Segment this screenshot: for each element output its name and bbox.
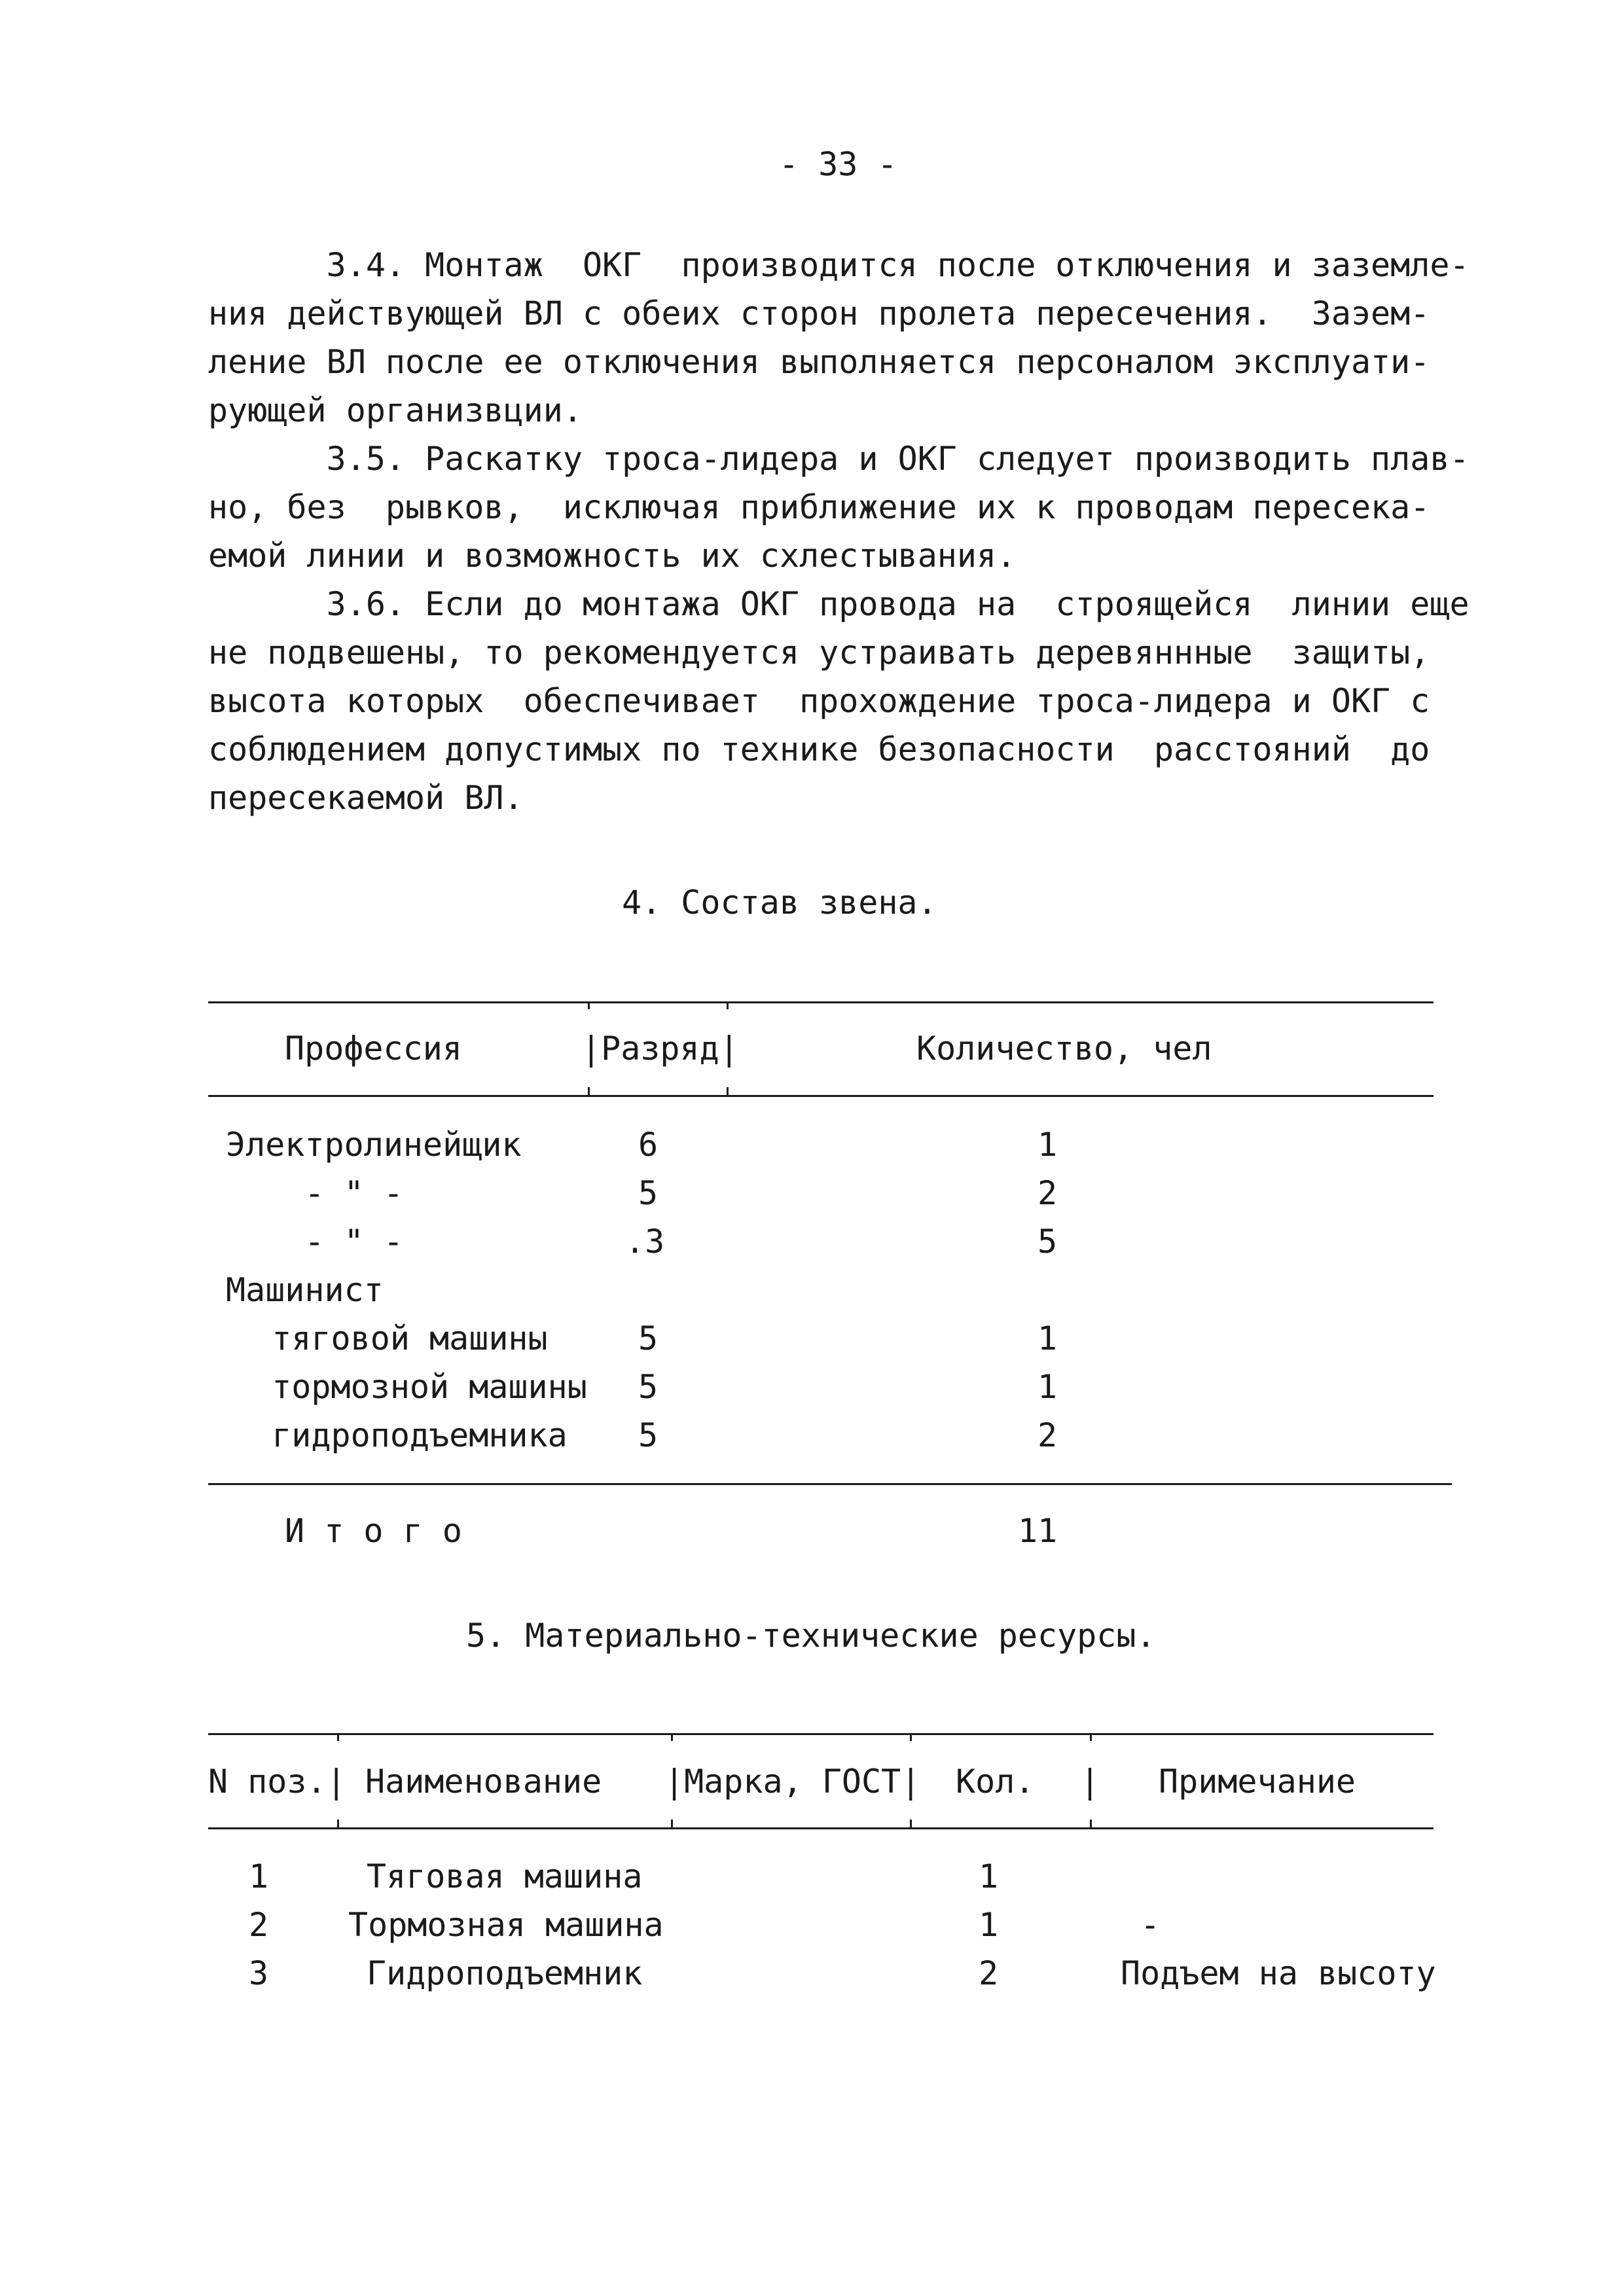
table-cell: - " - (226, 1174, 403, 1212)
text-line: не подвешены, то рекомендуется устраивать деревяннные защиты, (208, 634, 1430, 672)
column-header: Кол. (956, 1763, 1035, 1801)
table-tick (910, 1820, 912, 1827)
column-header: Примечание (1159, 1763, 1356, 1801)
table-tick (337, 1733, 339, 1741)
text-line: рующей организвции. (208, 391, 583, 429)
table-tick (727, 1001, 729, 1009)
text-line: соблюдением допустимых по технике безопасности расстояний до (208, 730, 1430, 768)
text-line: но, без рывков, исключая приближение их к проводам пересека- (208, 488, 1430, 526)
text-line: ление ВЛ после ее отключения выполняется персоналом эксплуати- (208, 343, 1430, 381)
table-cell: 6 (638, 1126, 659, 1164)
total-label: И т о г о (285, 1512, 462, 1550)
table-cell: Тяговая машина (367, 1857, 643, 1895)
text-line: 3.5. Раскатку троса-лидера и ОКГ следует производить плав- (208, 440, 1470, 478)
table-cell: Машинист (226, 1271, 384, 1309)
table-rule (208, 1095, 1434, 1097)
table-cell: 1 (1038, 1126, 1058, 1164)
table-cell: 5 (638, 1368, 659, 1406)
table-cell: Электролинейщик (226, 1126, 522, 1164)
table-cell: Подъем на высоту (1121, 1954, 1436, 1992)
table-rule (208, 1827, 1434, 1829)
table-rule (208, 1483, 1452, 1485)
page-number: - 33 - (779, 145, 897, 183)
column-header: Количество, чел (916, 1030, 1212, 1067)
table-tick (910, 1733, 912, 1741)
table-tick (727, 1087, 729, 1095)
table-cell: 5 (638, 1319, 659, 1357)
table-tick (671, 1820, 673, 1827)
table-rule (208, 1001, 1434, 1003)
table-tick (1090, 1820, 1092, 1827)
table-cell: 3 (249, 1954, 269, 1992)
table-tick (671, 1733, 673, 1741)
table-cell: 1 (1038, 1368, 1058, 1406)
section-title: 4. Состав звена. (622, 884, 937, 922)
table-cell: 1 (249, 1857, 269, 1895)
table-cell: 5 (638, 1416, 659, 1454)
table-tick (337, 1820, 339, 1827)
table-cell: тормозной машины (232, 1368, 587, 1406)
table-cell: 2 (1038, 1416, 1058, 1454)
table-tick (1090, 1733, 1092, 1741)
table-cell: 1 (1038, 1319, 1058, 1357)
table-tick (588, 1087, 590, 1095)
total-value: 11 (1018, 1512, 1058, 1550)
table-cell: 1 (979, 1857, 999, 1895)
text-line: пересекаемой ВЛ. (208, 779, 524, 817)
table-cell: 2 (979, 1954, 999, 1992)
text-line: высота которых обеспечивает прохождение троса-лидера и ОКГ с (208, 682, 1430, 720)
table-cell: гидроподъемника (232, 1416, 568, 1454)
table-cell: 5 (1038, 1223, 1058, 1261)
table-cell: - (1140, 1906, 1161, 1944)
table-cell: .3 (625, 1223, 665, 1261)
table-cell: 2 (1038, 1174, 1058, 1212)
table-rule (208, 1733, 1434, 1735)
table-cell: Тормозная машина (348, 1906, 664, 1944)
table-cell: тяговой машины (232, 1319, 548, 1357)
column-header: Наименование (365, 1763, 602, 1801)
table-cell: 2 (249, 1906, 269, 1944)
text-line: ния действующей ВЛ с обеих сторон пролета пересечения. Заэем- (208, 295, 1430, 332)
table-cell: 5 (638, 1174, 659, 1212)
column-header: |Разряд| (581, 1030, 739, 1067)
table-cell: 1 (979, 1906, 999, 1944)
column-header: |Марка, ГОСТ| (664, 1763, 921, 1801)
text-line: 3.4. Монтаж ОКГ производится после отключения и заземле- (208, 246, 1470, 284)
column-header: Профессия (285, 1030, 462, 1067)
column-header: N поз.| (208, 1763, 346, 1801)
table-tick (588, 1001, 590, 1009)
column-separator: | (1080, 1763, 1100, 1801)
text-line: емой линии и возможность их схлестывания. (208, 537, 1017, 575)
table-cell: Гидроподъемник (367, 1954, 643, 1992)
table-cell: - " - (226, 1223, 403, 1261)
section-title: 5. Материально-технические ресурсы. (466, 1617, 1156, 1655)
text-line: 3.6. Если до монтажа ОКГ провода на строящейся линии еще (208, 585, 1470, 623)
